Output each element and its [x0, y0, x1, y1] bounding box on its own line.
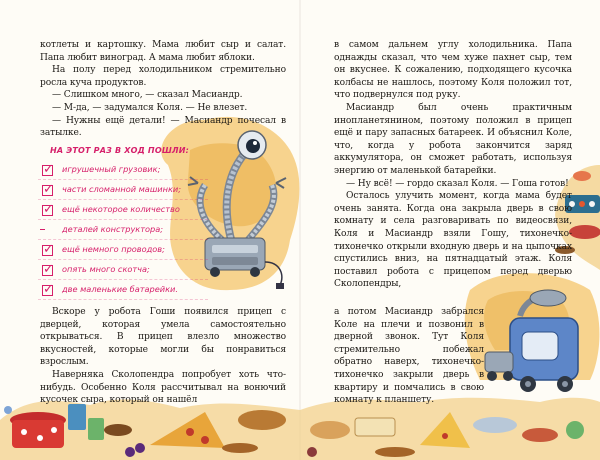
paragraph: На полу перед холодильником стремительно росла куча продуктов. — [40, 65, 286, 88]
checklist-item-label: опять много скотча; — [62, 264, 150, 274]
checklist-item: ✓ части сломанной машинки; — [38, 180, 208, 200]
checklist-item-label: игрушечный грузовик; — [62, 164, 161, 174]
checklist-item-label: две маленькие батарейки. — [62, 284, 178, 294]
checklist-item-label: части сломанной машинки; — [62, 184, 182, 194]
checklist-item-label: ещё некоторое количество — [62, 204, 180, 214]
food-pile-illustration — [0, 399, 300, 460]
checklist-item: ✓ ещё немного проводов; — [38, 240, 208, 260]
checklist — [38, 160, 208, 300]
paragraph: — Нужны ещё детали! — Масиандр почесал в затылке. — [40, 115, 286, 139]
paragraph: Масиандр был очень практичным инопланетянином, поэтому положил в прицеп ещё и пару запасных батареек. И объяснил Коле, что, когда у робота закончится заряд аккумулятора, он сможет работать, используя энергию от маленькой батарейки. — [334, 102, 572, 176]
paragraph: котлеты и картошку. Мама любит сыр и салат. Папа любит виноград. А мама любит яблоки. — [40, 40, 286, 63]
paragraph: Осталось улучить момент, когда мама будет очень занята. Когда она закрыла дверь в свою комнату и села разговаривать по видеосвязи, Коля и Масиандр взяли Гошу, тихонечко-тихонечко открыли входную дверь и на цыпочках спустились вниз, на пятнадцатый этаж. Коля поставил робота с прицепом перед дверью Сколопендры, — [334, 191, 572, 290]
robot-with-trailer-illustration — [465, 273, 600, 392]
left-page-top-text — [40, 39, 286, 140]
left-page-bottom-text — [40, 306, 286, 407]
checklist-item-label: деталей конструктора; — [62, 224, 163, 234]
checklist-item-label: ещё немного проводов; — [62, 244, 165, 254]
checklist-item: ✓ ещё некоторое количество — [38, 200, 208, 220]
paragraph: — М-да, — задумался Коля. — Не влезет. — [52, 102, 248, 113]
checklist-item: ✓ опять много скотча; — [38, 260, 208, 280]
paragraph: — Ну всё! — гордо сказал Коля. — Гоша готов! — [346, 178, 569, 189]
paragraph: в самом дальнем углу холодильника. Папа однажды сказал, что чем хуже пахнет сыр, тем он вкуснее. К сожалению, подходящего кусочка колбасы не нашлось, поэтому Коля положил тот, что подвернулся под руку. — [334, 40, 572, 101]
checklist-heading: НА ЭТОТ РАЗ В ХОД ПОШЛИ: — [50, 146, 190, 155]
checklist-item — [38, 220, 208, 240]
paragraph: — Слишком много, — сказал Масиандр. — [52, 90, 243, 101]
paragraph: Наверняка Сколопендра попробует хоть что-нибудь. Особенно Коля рассчитывал на вонючий кусочек сыра, который он нашёл — [40, 369, 286, 406]
right-page-top-text — [334, 39, 572, 291]
continuation-mark — [40, 229, 45, 230]
right-page-bottom-text — [334, 306, 484, 407]
handwritten-checklist — [38, 146, 208, 300]
paragraph: Вскоре у робота Гоши появился прицеп с дверцей, которая умела самостоятельно открываться. В прицеп влезло множество вкусностей, которые могли бы понравиться взрослым. — [40, 307, 286, 368]
paragraph: а потом Масиандр забрался Коле на плечи и позвонил в дверной звонок. Тут Коля стремительно побежал обратно наверх, тихонечко-тихонечко закрыли дверь в квартиру и помчались в свою комнату к планшету. — [334, 307, 484, 406]
food-pile-illustration — [300, 398, 600, 460]
checklist-item: ✓ игрушечный грузовик; — [38, 160, 208, 180]
checklist-item: ✓ две маленькие батарейки. — [38, 280, 208, 300]
